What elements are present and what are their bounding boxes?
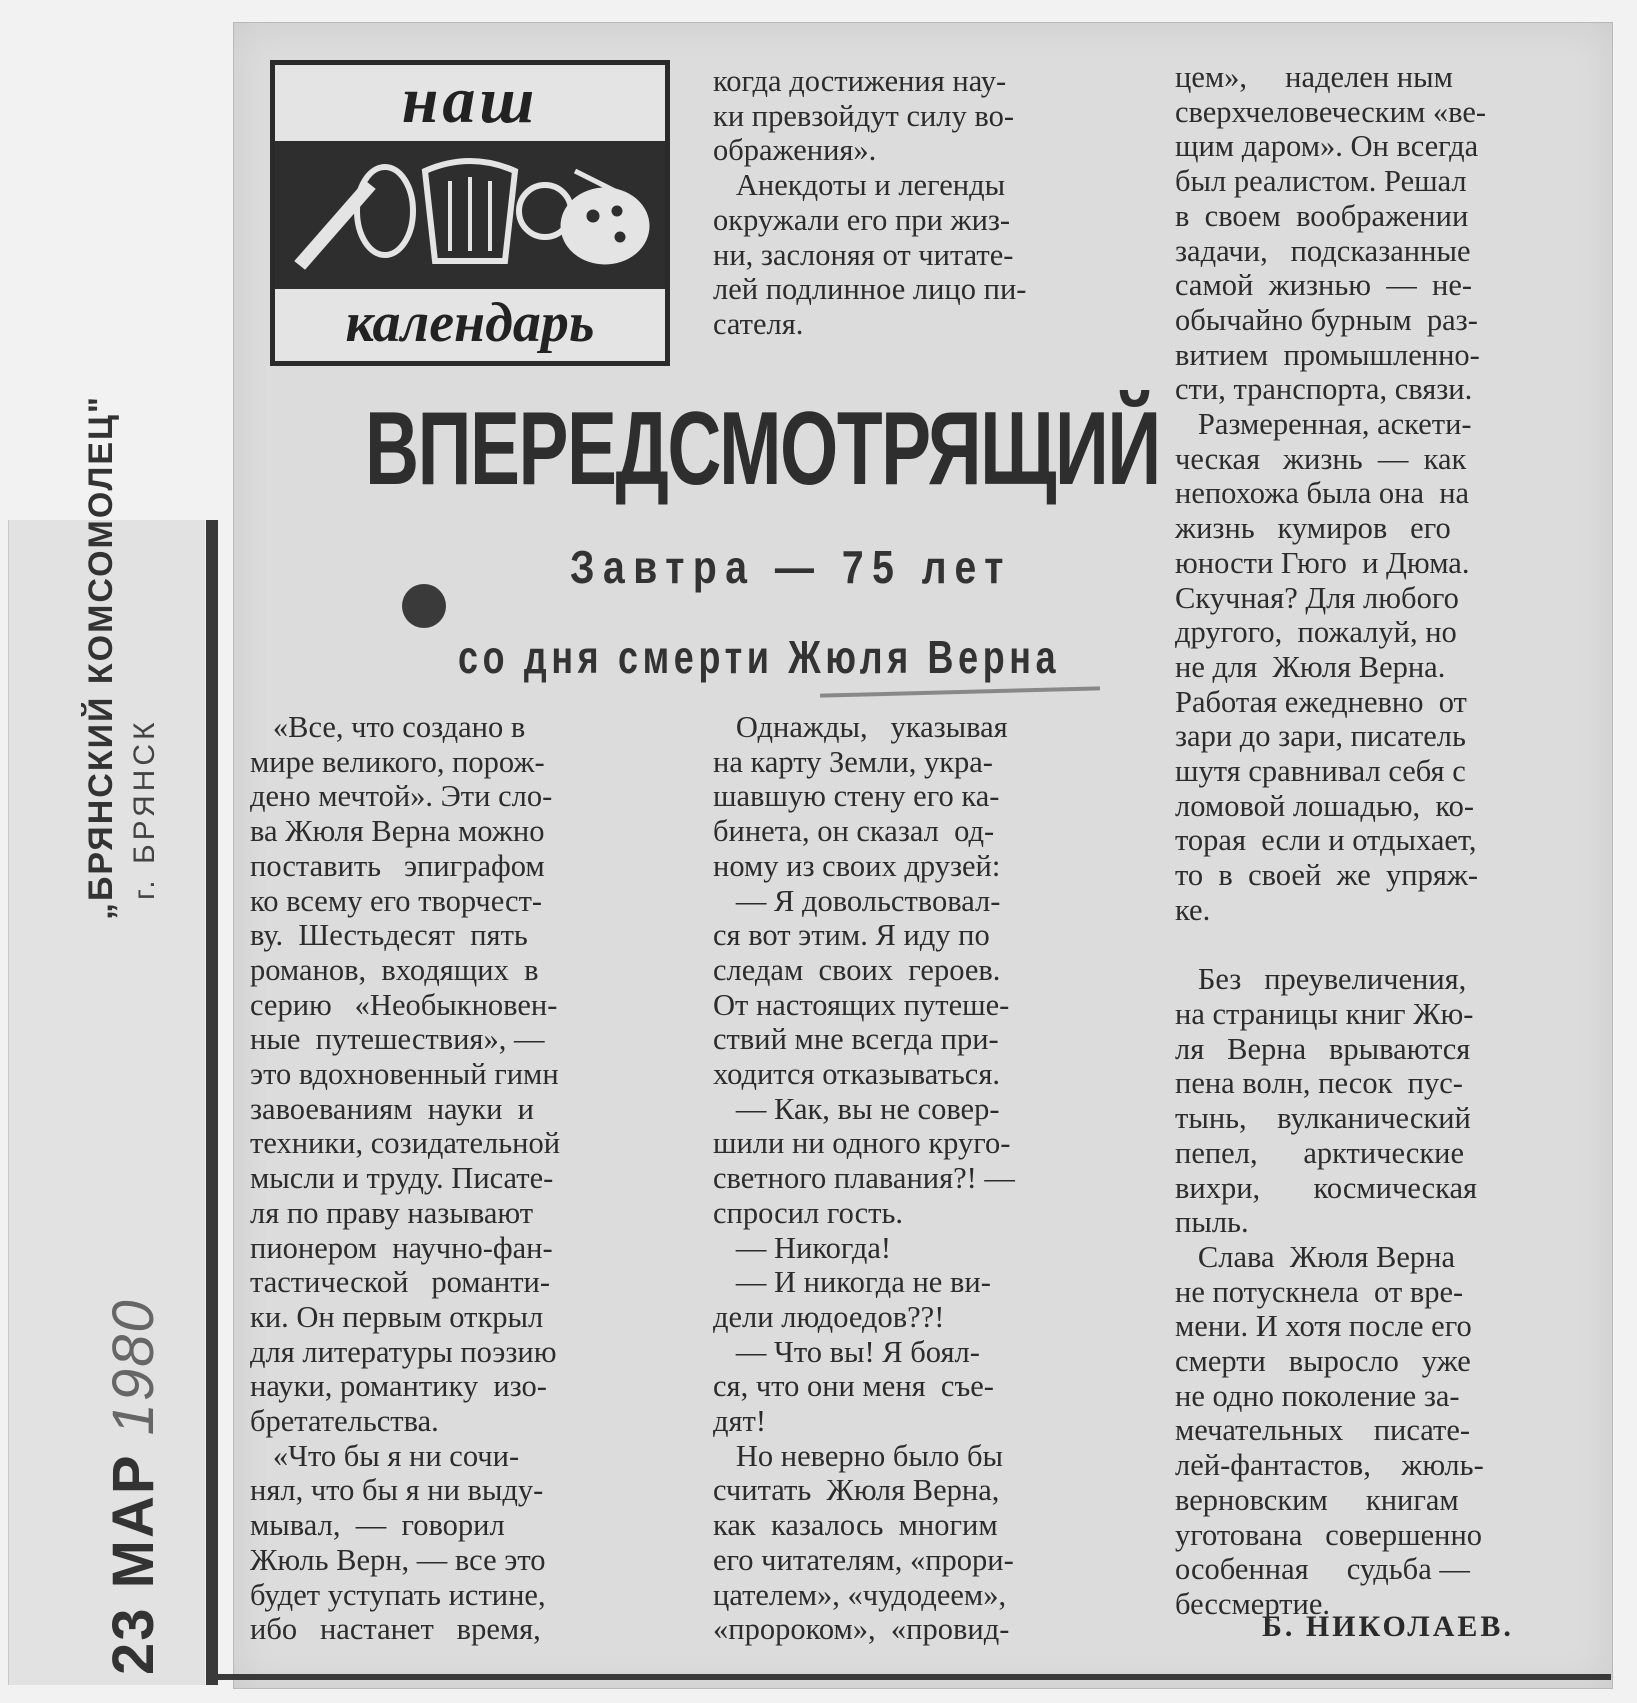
author-signature: Б. НИКОЛАЕВ. bbox=[1262, 1610, 1514, 1643]
subhead-anniversary: Завтра — 75 лет bbox=[570, 541, 1012, 593]
column-c: цем», наделен ным сверхчеловеческим «ве- щим даром». Он всегда был реалистом. Решал в своем воображении задачи, подсказанные самой жизнью — не- обычайно бурным раз- витием промышленно- сти, транспорта, связи. Размеренная, аскети- ческая жизнь — как непохожа была она на жизнь кумиров его юности Гюго и Дюма. Скучная? Для любого другого, пожалуй, но не для Жюля Верна. Работая ежедневно от зари до зари, писатель шутя сравнивал себя с ломовой лошадью, ко- торая если и отдыхает, то в своей же упряж- ке. Без преувеличения, на страницы книг Жю- ля Верна врываются пена волн, песок пус- тынь, вулканический пепел, арктические вихри, космическая пыль. Слава Жюля Верна не потускнела от вре- мени. И хотя после его смерти выросло уже не одно поколение за- мечательных писате- лей-фантастов, жюль- верновским книгам уготована совершенно особенная судьба — бессмертие. bbox=[1175, 60, 1487, 1621]
logo-bottom-word: календарь bbox=[345, 292, 595, 354]
date-stamp-prefix: 23 МАР bbox=[101, 1435, 166, 1675]
newspaper-name: „БРЯНСКИЙ КОМСОМОЛЕЦ" bbox=[82, 395, 120, 920]
calendar-logo bbox=[270, 60, 670, 366]
logo-top-word: наш bbox=[401, 64, 539, 137]
clipping-border-bottom bbox=[206, 1674, 1611, 1680]
headline: ВПЕРЕДСМОТРЯЩИЙ bbox=[365, 391, 1160, 507]
bullet-dot bbox=[402, 584, 446, 628]
newspaper-city: г. БРЯНСК bbox=[128, 718, 161, 900]
logo-arts-emblem bbox=[275, 141, 665, 289]
subhead-death: со дня смерти Жюля Верна bbox=[458, 631, 1061, 683]
column-a: «Все, что создано в мире великого, порож- дено мечтой». Эти сло- ва Жюля Верна можно поставить эпиграфом ко всему его творчест- ву. Шестьдесят пять романов, входящих в серию «Необыкновен- ные путешествия», — это вдохновенный гимн завоеваниям науки и техники, созидательной мысли и труду. Писате- ля по праву называют пионером научно-фан- тастической романти- ки. Он первым открыл для литературы поэзию науки, романтику изо- бретательства. «Что бы я ни сочи- нял, что бы я ни выду- мывал, — говорил Жюль Верн, — все это будет уступать истине, ибо настанет время, bbox=[250, 710, 561, 1647]
arts-icon bbox=[275, 141, 665, 289]
column-b-top: когда достижения нау- ки превзойдут силу во- ображения». Анекдоты и легенды окружали его при жиз- ни, заслоняя от читате- лей подлинное лицо пи- сателя. bbox=[713, 64, 1027, 341]
clipping-border-left bbox=[206, 520, 218, 1685]
column-b: Однажды, указывая на карту Земли, укра- шавшую стену его ка- бинета, он сказал од- ному из своих друзей: — Я довольствовал- ся вот этим. Я иду по следам своих героев. От настоящих путеше- ствий мне всегда при- ходится отказываться. — Как, вы не совер- шили ни одного круго- светного плавания?! — спросил гость. — Никогда! — И никогда не ви- дели людоедов??! — Что вы! Я боял- ся, что они меня съе- дят! Но неверно было бы считать Жюля Верна, как казалось многим его читателям, «прори- цателем», «чудодеем», «пророком», «провид- bbox=[713, 710, 1015, 1647]
date-stamp-year: 1980 bbox=[101, 1298, 166, 1436]
date-stamp bbox=[100, 1298, 167, 1675]
